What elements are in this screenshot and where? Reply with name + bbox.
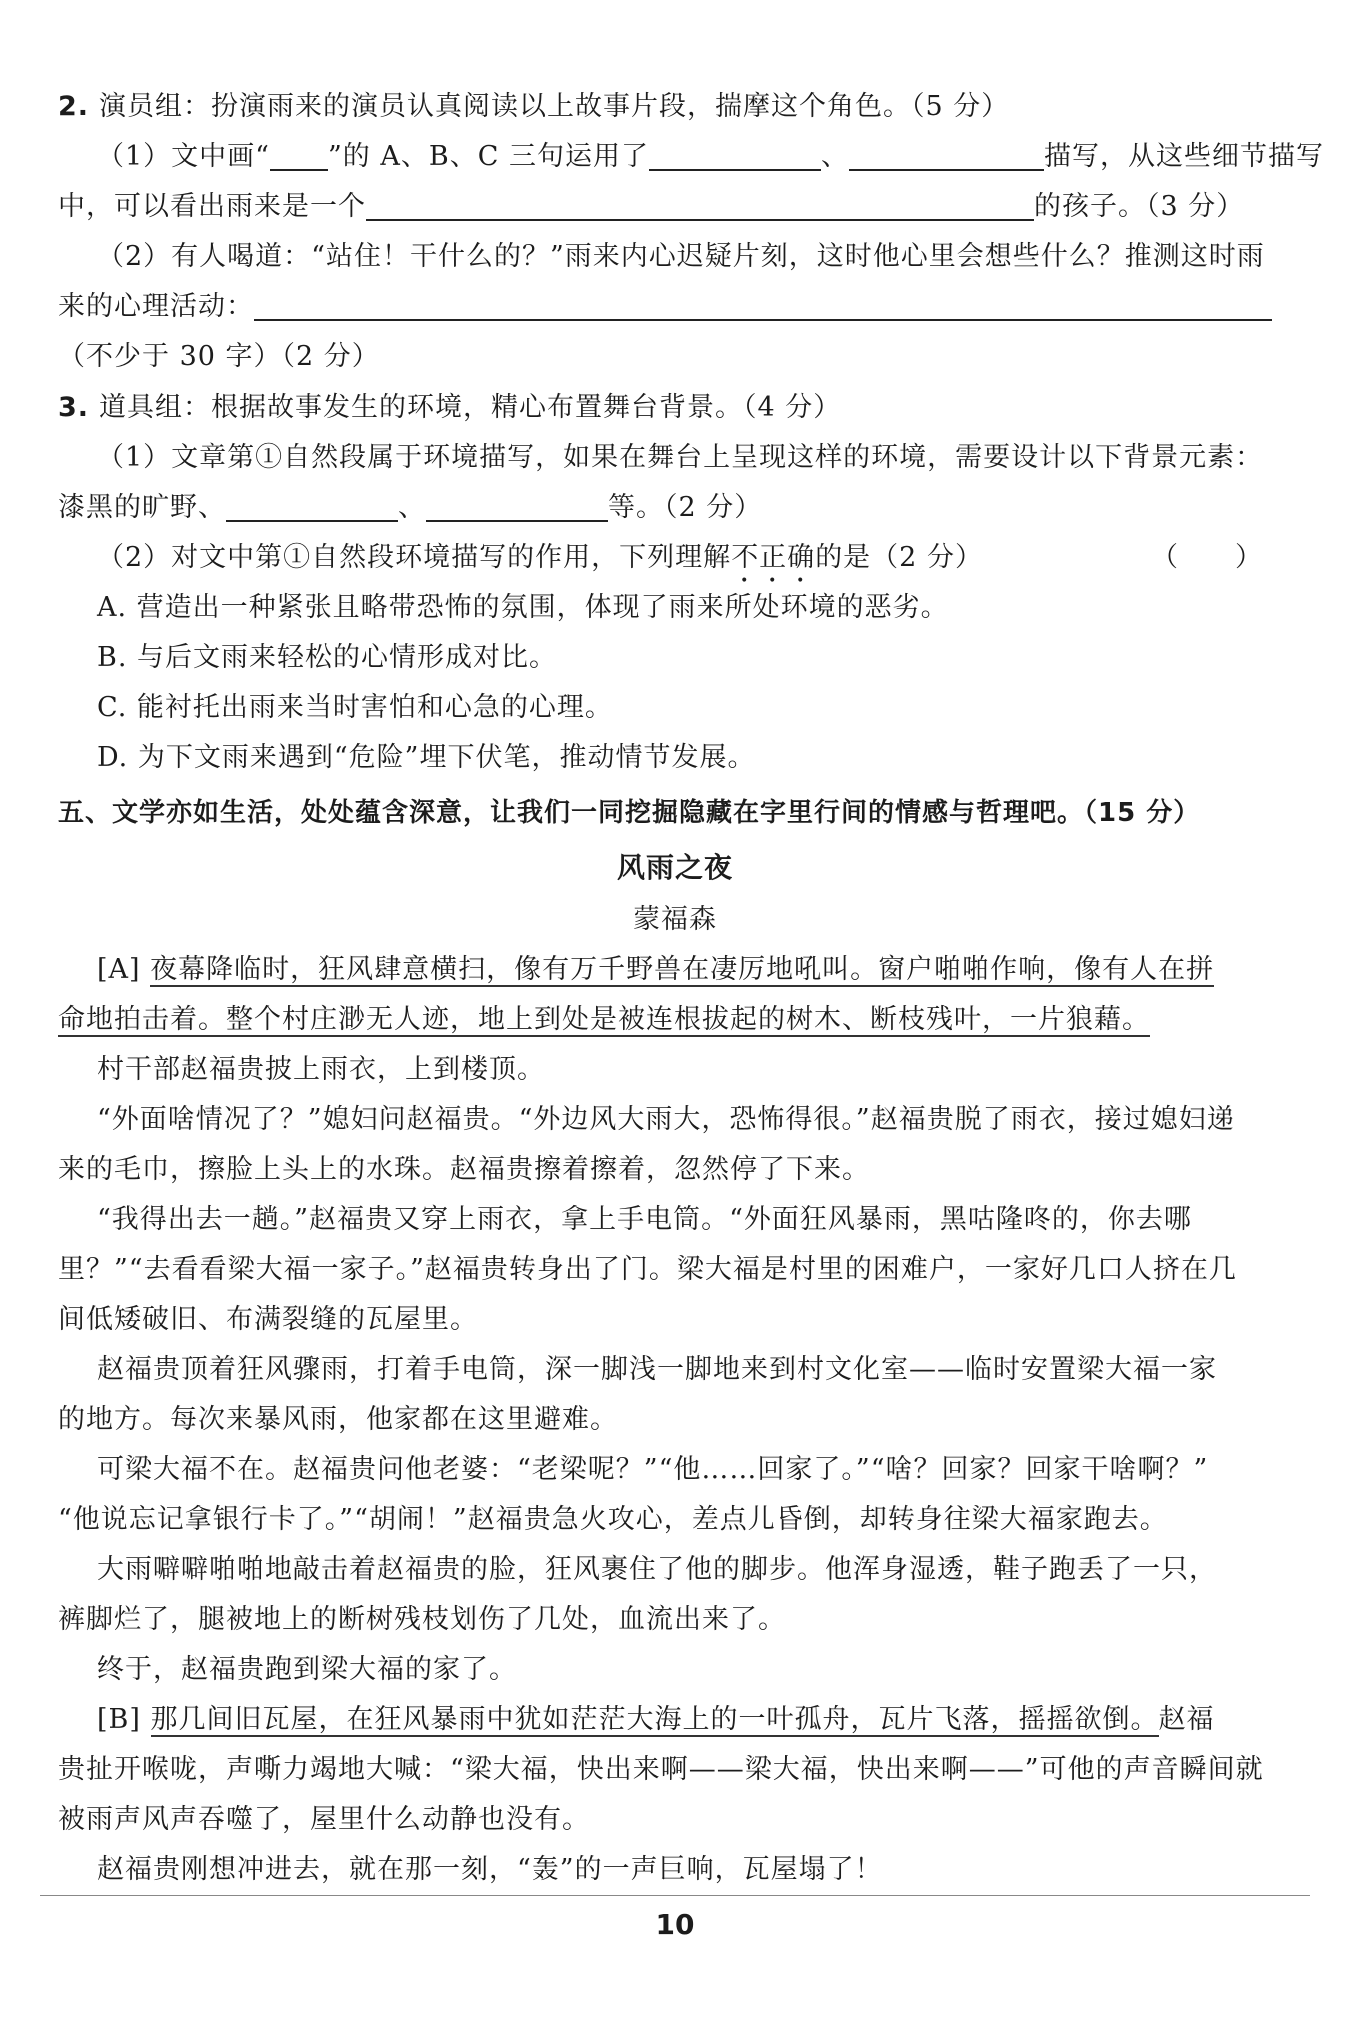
answer-blank-1[interactable] — [649, 139, 821, 171]
q3-option-d: D. 为下文雨来遇到“危险”埋下伏笔，推动情节发展。 — [97, 742, 756, 773]
q2-p2-a: （2）有人喝道：“站住！干什么的？”雨来内心迟疑片刻，这时他心里会想些什么？推测这时雨 — [97, 241, 1265, 272]
q3-part1-line1 — [97, 438, 1347, 478]
answer-paren[interactable]: （ ） — [1151, 542, 1263, 573]
passage-p4-line1: 赵福贵顶着狂风骤雨，打着手电筒，深一脚浅一脚地来到村文化室——临时安置梁大福一家 — [97, 1354, 1217, 1385]
q3-option-a: A. 营造出一种紧张且略带恐怖的氛围，体现了雨来所处环境的恶劣。 — [97, 592, 949, 623]
answer-blank-2[interactable] — [849, 139, 1044, 171]
q2-part2-line1 — [97, 237, 1347, 277]
q2-p1-c: 、 — [820, 141, 849, 172]
passage-author: 蒙福森 — [633, 904, 717, 935]
q2-title-text: 演员组：扮演雨来的演员认真阅读以上故事片段，揣摩这个角色。（5 分） — [99, 91, 1010, 122]
q2-p2-c: （不少于 30 字）（2 分） — [58, 341, 380, 372]
passage-p4-line2: 的地方。每次来暴风雨，他家都在这里避难。 — [58, 1404, 618, 1435]
answer-blank-3[interactable] — [366, 189, 1034, 221]
q3-title-text: 道具组：根据故事发生的环境，精心布置舞台背景。（4 分） — [99, 392, 842, 423]
q2-part2-line3 — [58, 337, 1308, 377]
marker-b: [B] — [97, 1704, 141, 1735]
underline-marker-blank — [270, 139, 328, 171]
q3-title — [58, 388, 1308, 428]
passage-p6-line1: 大雨噼噼啪啪地敲击着赵福贵的脸，狂风裹住了他的脚步。他浑身湿透，鞋子跑丢了一只， — [97, 1554, 1217, 1585]
passage-p7: 终于，赵福贵跑到梁大福的家了。 — [97, 1654, 517, 1685]
q2-p1-d: 描写，从这些细节描写 — [1043, 141, 1324, 172]
q2-number: 2. — [58, 91, 90, 122]
section5-heading: 五、文学亦如生活，处处蕴含深意，让我们一同挖掘隐藏在字里行间的情感与哲理吧。（15 分） — [58, 798, 1201, 828]
passage-p1: 村干部赵福贵披上雨衣，上到楼顶。 — [97, 1054, 545, 1085]
passage-b-line2: 贵扯开喉咙，声嘶力竭地大喊：“梁大福，快出来啊——梁大福，快出来啊——”可他的声音瞬间就 — [58, 1754, 1264, 1785]
q3-p1-d: 等。（2 分） — [608, 492, 763, 523]
passage-title: 风雨之夜 — [616, 851, 733, 884]
passage-a-text1: 夜幕降临时，狂风肆意横扫，像有万千野兽在凄厉地吼叫。窗户啪啪作响，像有人在拼 — [150, 954, 1215, 985]
passage-p8: 赵福贵刚想冲进去，就在那一刻，“轰”的一声巨响，瓦屋塌了！ — [97, 1854, 883, 1885]
q3-option-c: C. 能衬托出雨来当时害怕和心急的心理。 — [97, 692, 613, 723]
q3-part1-line2 — [58, 488, 1308, 528]
footer-divider — [40, 1895, 1310, 1896]
marker-a: [A] — [97, 954, 141, 985]
q3-number: 3. — [58, 392, 90, 423]
q2-part1-line1 — [97, 137, 1347, 177]
q3-option-b: B. 与后文雨来轻松的心情形成对比。 — [97, 642, 558, 673]
q2-part2-line2 — [58, 287, 1308, 327]
q2-p1-b: ”的 A、B、C 三句运用了 — [327, 141, 649, 172]
q3-p1-a: （1）文章第①自然段属于环境描写，如果在舞台上呈现这样的环境，需要设计以下背景元素： — [97, 442, 1264, 473]
passage-p2-line1: “外面啥情况了？”媳妇问赵福贵。“外边风大雨大，恐怖得很。”赵福贵脱了雨衣，接过媳妇递 — [97, 1104, 1235, 1135]
q2-p2-b: 来的心理活动： — [58, 291, 254, 322]
answer-blank-5[interactable] — [226, 490, 398, 522]
passage-b-line1 — [97, 1700, 1347, 1740]
q2-p1-f: 的孩子。（3 分） — [1034, 191, 1245, 222]
passage-a-line2 — [58, 1000, 1308, 1040]
q3-part2-line — [97, 538, 1308, 589]
q3-p2-emphasis: 不正确 — [731, 542, 816, 573]
passage-p3-line2: 里？”“去看看梁大福一家子。”赵福贵转身出了门。梁大福是村里的困难户，一家好几口人挤在几 — [58, 1254, 1237, 1285]
passage-p5-line1: 可梁大福不在。赵福贵问他老婆：“老梁呢？”“他……回家了。”“啥？回家？回家干啥啊？” — [97, 1454, 1209, 1485]
passage-p3-line1: “我得出去一趟。”赵福贵又穿上雨衣，拿上手电筒。“外面狂风暴雨，黑咕隆咚的，你去哪 — [97, 1204, 1192, 1235]
passage-b-underlined: 那几间旧瓦屋，在狂风暴雨中犹如茫茫大海上的一叶孤舟，瓦片飞落，摇摇欲倒。 — [150, 1704, 1159, 1735]
answer-blank-6[interactable] — [426, 490, 608, 522]
answer-blank-4[interactable] — [254, 289, 1272, 321]
q2-p1-e: 中，可以看出雨来是一个 — [58, 191, 366, 222]
passage-a-line1 — [97, 950, 1347, 990]
passage-a-text2: 命地拍击着。整个村庄渺无人迹，地上到处是被连根拔起的树木、断枝残叶，一片狼藉。 — [58, 1004, 1150, 1035]
q3-p2-a: （2）对文中第①自然段环境描写的作用，下列理解 — [97, 542, 732, 573]
q2-title — [58, 87, 1308, 127]
q3-p2-b: 的是（2 分） — [815, 542, 983, 573]
passage-p3-line3: 间低矮破旧、布满裂缝的瓦屋里。 — [58, 1304, 478, 1335]
passage-p2-line2: 来的毛巾，擦脸上头上的水珠。赵福贵擦着擦着，忽然停了下来。 — [58, 1154, 870, 1185]
q3-p1-c: 、 — [398, 492, 426, 523]
q3-p1-b: 漆黑的旷野、 — [58, 492, 226, 523]
passage-b-line3: 被雨声风声吞噬了，屋里什么动静也没有。 — [58, 1804, 590, 1835]
q2-part1-line2 — [58, 187, 1308, 227]
page-number: 10 — [655, 1908, 695, 1941]
q2-p1-a: （1）文中画“ — [97, 141, 270, 172]
passage-b-rest: 赵福 — [1158, 1704, 1215, 1735]
passage-p6-line2: 裤脚烂了，腿被地上的断树残枝划伤了几处，血流出来了。 — [58, 1604, 786, 1635]
passage-p5-line2: “他说忘记拿银行卡了。”“胡闹！”赵福贵急火攻心，差点儿昏倒，却转身往梁大福家跑去。 — [58, 1504, 1168, 1535]
